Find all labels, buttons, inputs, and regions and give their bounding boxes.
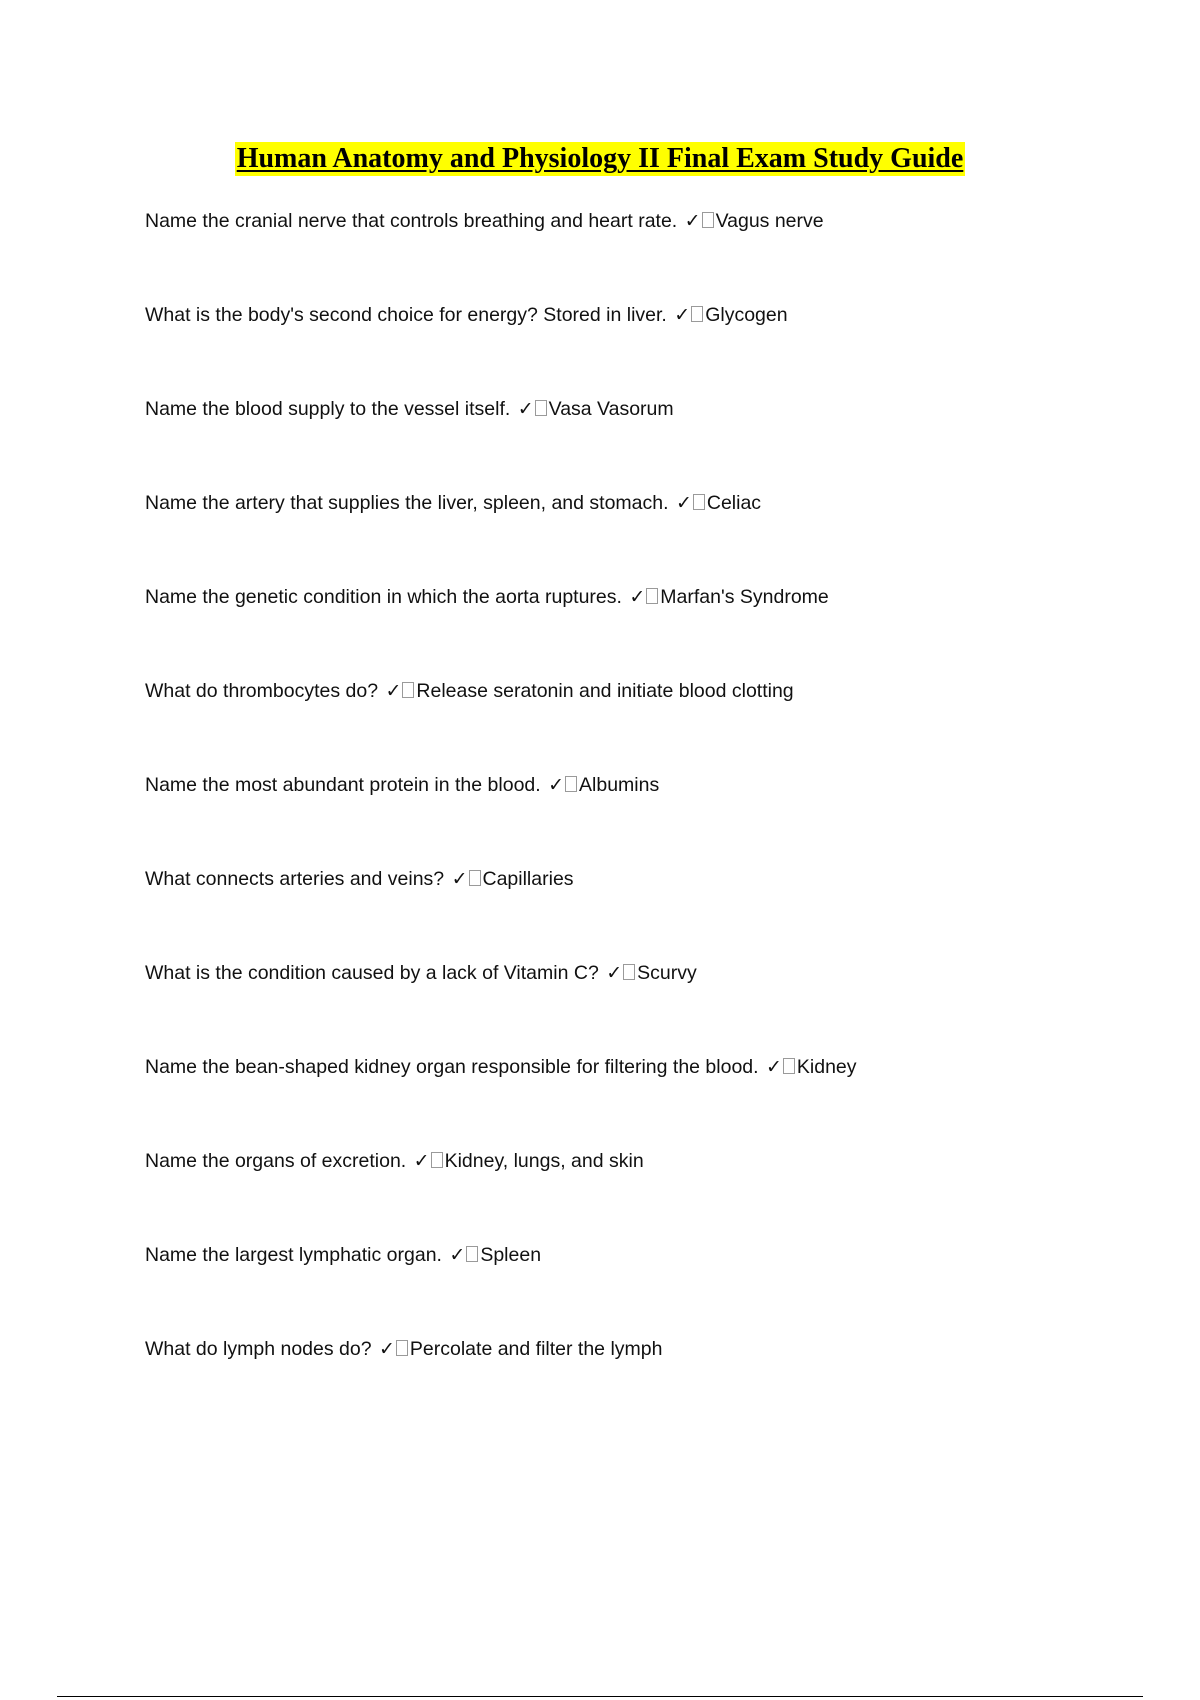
checkbox-glyph-icon [535,400,547,416]
question-text: Name the most abundant protein in the blood. [145,774,541,796]
title-container [0,142,1200,176]
list-item [145,395,1145,489]
answer-text: Capillaries [482,868,574,890]
check-mark-icon: ✓ [765,1056,782,1078]
question-text: Name the largest lymphatic organ. [145,1244,442,1266]
check-mark-icon: ✓ [451,868,468,890]
question-text: What is the body's second choice for energy? Stored in liver. [145,304,667,326]
question-text: Name the bean-shaped kidney organ responsible for filtering the blood. [145,1056,759,1078]
list-item [145,1335,1145,1429]
check-mark-icon: ✓ [449,1244,466,1266]
answer-text: Vasa Vasorum [548,398,674,420]
list-item [145,583,1145,677]
question-text: What do lymph nodes do? [145,1338,372,1360]
question-text: What connects arteries and veins? [145,868,445,890]
question-list [145,207,1145,1429]
page-title: Human Anatomy and Physiology II Final Exam Study Guide [236,143,964,174]
checkbox-glyph-icon [693,494,705,510]
checkbox-glyph-icon [431,1152,443,1168]
list-item [145,771,1145,865]
check-mark-icon: ✓ [413,1150,430,1172]
checkbox-glyph-icon [702,212,714,228]
check-mark-icon: ✓ [517,398,534,420]
list-item [145,1147,1145,1241]
check-mark-icon: ✓ [378,1338,395,1360]
question-text: Name the blood supply to the vessel itself. [145,398,511,420]
question-text: What is the condition caused by a lack of Vitamin C? [145,962,599,984]
answer-text: Kidney [796,1056,857,1078]
checkbox-glyph-icon [623,964,635,980]
list-item [145,489,1145,583]
question-text: Name the organs of excretion. [145,1150,407,1172]
check-mark-icon: ✓ [606,962,623,984]
checkbox-glyph-icon [469,870,481,886]
answer-text: Kidney, lungs, and skin [444,1150,644,1172]
list-item [145,1053,1145,1147]
answer-text: Percolate and filter the lymph [409,1338,663,1360]
checkbox-glyph-icon [402,682,414,698]
question-text: Name the cranial nerve that controls breathing and heart rate. [145,210,678,232]
list-item [145,207,1145,301]
answer-text: Vagus nerve [715,210,824,232]
check-mark-icon: ✓ [385,680,402,702]
check-mark-icon: ✓ [629,586,646,608]
answer-text: Release seratonin and initiate blood clotting [416,680,794,702]
checkbox-glyph-icon [646,588,658,604]
checkbox-glyph-icon [783,1058,795,1074]
answer-text: Marfan's Syndrome [660,586,829,608]
check-mark-icon: ✓ [684,210,701,232]
list-item [145,301,1145,395]
check-mark-icon: ✓ [675,492,692,514]
checkbox-glyph-icon [396,1340,408,1356]
question-text: What do thrombocytes do? [145,680,379,702]
checkbox-glyph-icon [691,306,703,322]
list-item [145,959,1145,1053]
checkbox-glyph-icon [565,776,577,792]
answer-text: Albumins [579,774,660,796]
answer-text: Glycogen [705,304,788,326]
footer-divider [57,1696,1143,1697]
answer-text: Spleen [480,1244,542,1266]
answer-text: Scurvy [637,962,697,984]
answer-text: Celiac [706,492,762,514]
list-item [145,677,1145,771]
list-item [145,1241,1145,1335]
checkbox-glyph-icon [466,1246,478,1262]
list-item [145,865,1145,959]
check-mark-icon: ✓ [548,774,565,796]
check-mark-icon: ✓ [674,304,691,326]
question-text: Name the genetic condition in which the aorta ruptures. [145,586,622,608]
question-text: Name the artery that supplies the liver, spleen, and stomach. [145,492,669,514]
